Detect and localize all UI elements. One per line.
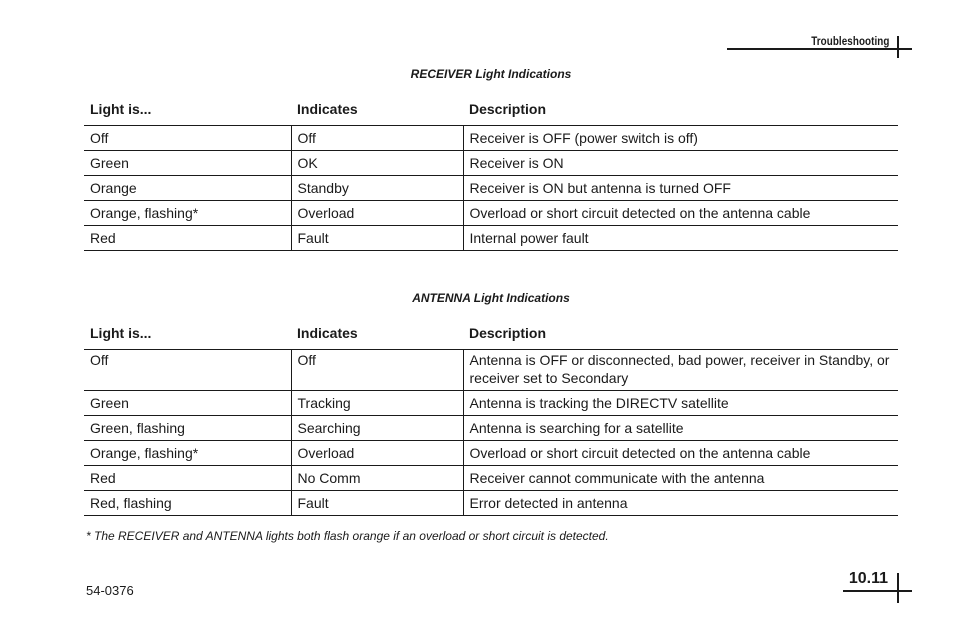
table-row — [84, 415, 898, 440]
footer-tick — [897, 573, 899, 603]
table-cell: Red — [84, 465, 291, 490]
table-cell: Overload — [291, 200, 463, 225]
table-row — [84, 349, 898, 390]
table-cell: Internal power fault — [463, 225, 898, 250]
table-cell: Orange — [84, 175, 291, 200]
table-cell: Tracking — [291, 390, 463, 415]
table-cell: Overload or short circuit detected on the antenna cable — [463, 200, 898, 225]
table-cell: Orange, flashing* — [84, 200, 291, 225]
table-cell: Searching — [291, 415, 463, 440]
section-header: Troubleshooting — [810, 34, 889, 48]
footnote: * The RECEIVER and ANTENNA lights both flash orange if an overload or short circuit is detected. — [86, 529, 609, 543]
antenna-table-title: ANTENNA Light Indications — [412, 291, 570, 305]
document-code: 54-0376 — [86, 583, 134, 598]
table-cell: Receiver is ON — [463, 150, 898, 175]
antenna-light-table — [84, 324, 898, 516]
column-header: Indicates — [291, 324, 463, 349]
footer-rule — [843, 590, 912, 592]
page-number: 10.11 — [848, 570, 888, 587]
table-row — [84, 440, 898, 465]
table-cell: Red, flashing — [84, 490, 291, 515]
table-row — [84, 150, 898, 175]
table-cell: OK — [291, 150, 463, 175]
table-cell: Green, flashing — [84, 415, 291, 440]
table-cell: Red — [84, 225, 291, 250]
table-cell: Standby — [291, 175, 463, 200]
table-row — [84, 200, 898, 225]
table-row — [84, 390, 898, 415]
table-row — [84, 175, 898, 200]
receiver-light-table — [84, 100, 898, 251]
table-cell: Green — [84, 150, 291, 175]
table-cell: Green — [84, 390, 291, 415]
table-cell: Overload — [291, 440, 463, 465]
table-cell: Antenna is OFF or disconnected, bad power, receiver in Standby, or receiver set to Secondary — [463, 349, 898, 390]
table-cell: Off — [291, 349, 463, 390]
table-cell: Error detected in antenna — [463, 490, 898, 515]
table-cell: Overload or short circuit detected on the antenna cable — [463, 440, 898, 465]
table-cell: Fault — [291, 490, 463, 515]
table-cell: Receiver is ON but antenna is turned OFF — [463, 175, 898, 200]
header-rule — [727, 48, 912, 50]
table-cell: No Comm — [291, 465, 463, 490]
column-header: Indicates — [291, 100, 463, 125]
table-cell: Off — [84, 125, 291, 150]
column-header: Description — [463, 324, 898, 349]
table-cell: Fault — [291, 225, 463, 250]
table-row — [84, 125, 898, 150]
column-header: Description — [463, 100, 898, 125]
column-header: Light is... — [84, 324, 291, 349]
table-cell: Off — [291, 125, 463, 150]
table-row — [84, 465, 898, 490]
table-cell: Antenna is searching for a satellite — [463, 415, 898, 440]
table-cell: Antenna is tracking the DIRECTV satellite — [463, 390, 898, 415]
table-cell: Off — [84, 349, 291, 390]
column-header: Light is... — [84, 100, 291, 125]
table-cell: Orange, flashing* — [84, 440, 291, 465]
header-tick — [897, 36, 899, 58]
table-row — [84, 490, 898, 515]
table-cell: Receiver is OFF (power switch is off) — [463, 125, 898, 150]
table-row — [84, 225, 898, 250]
table-cell: Receiver cannot communicate with the antenna — [463, 465, 898, 490]
receiver-table-title: RECEIVER Light Indications — [410, 67, 572, 81]
